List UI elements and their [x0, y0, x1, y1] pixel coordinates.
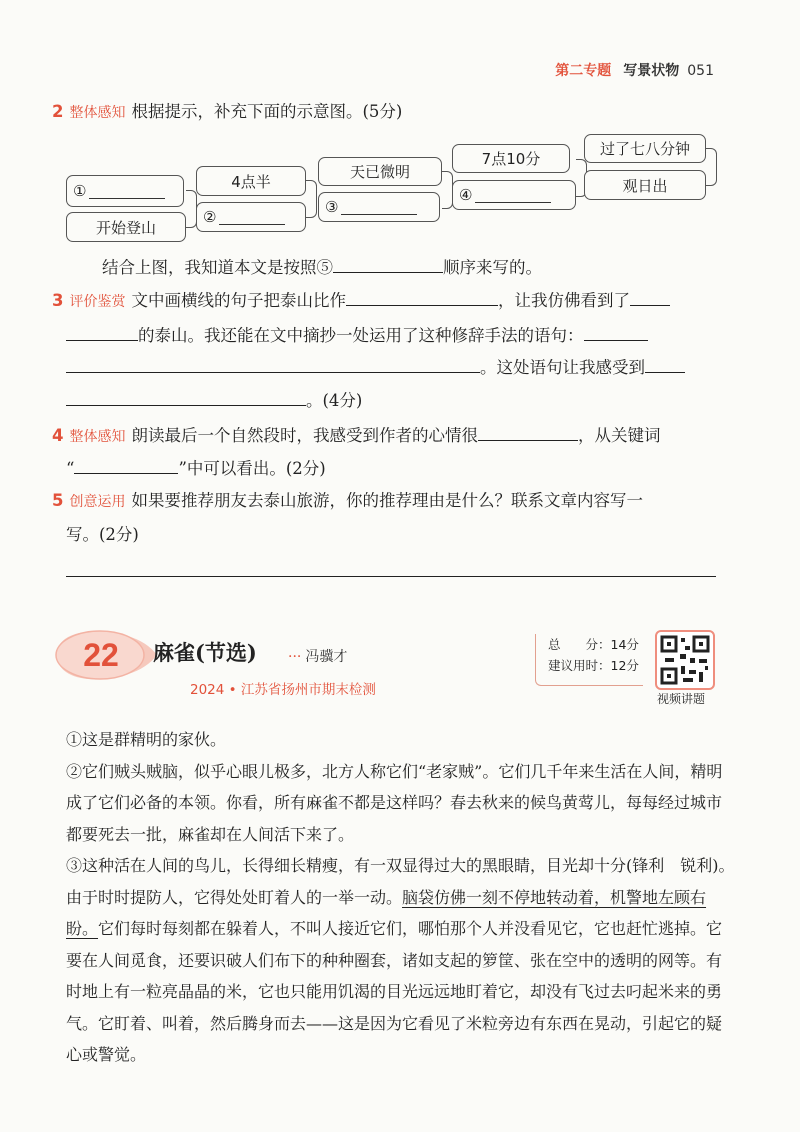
section-label: 第二专题	[555, 63, 612, 79]
answer-blank[interactable]	[341, 200, 417, 215]
lesson-number: 22	[83, 637, 119, 673]
question-4: 4 整体感知 朗读最后一个自然段时，我感受到作者的心情很 ，从关键词	[52, 426, 661, 445]
answer-blank[interactable]	[66, 389, 306, 406]
question-5-line-2: 写。(2分)	[66, 525, 139, 544]
suggested-time: 建议用时：12分	[548, 658, 639, 673]
page-number: 051	[687, 63, 714, 79]
diagram-box-sunrise: 观日出	[584, 170, 706, 200]
question-5: 5 创意运用 如果要推荐朋友去泰山旅游，你的推荐理由是什么？联系文章内容写一	[52, 491, 643, 510]
total-score: 总 分：14分	[548, 637, 639, 652]
diagram-box-time3: 过了七八分钟	[584, 134, 706, 163]
paragraph-1: ①这是群精明的家伙。	[66, 730, 227, 749]
answer-blank[interactable]	[645, 356, 685, 373]
answer-blank[interactable]	[475, 188, 551, 203]
question-4-line-2: “ ”中可以看出。(2分)	[66, 459, 326, 478]
question-2	[52, 101, 402, 124]
diagram-box-dawn: 天已微明	[318, 157, 442, 186]
lesson-number-badge	[43, 628, 159, 683]
paragraph-3: ③这种活在人间的鸟儿，长得细长精瘦，有一双显得过大的黑眼睛，目光却十分(锋利 锐利)。由于时时提防人，它得处处盯着人的一举一动。脑袋仿佛一刻不停地转动着，机警地左顾右盼。它们每时每刻都在躲着人，不叫人接近它们，哪怕那个人并没看见它，它也赶忙逃掉。它要在人间觅食，还要识破人们布下的种种圈套，诸如支起的箩筐、张在空中的透明的网等。有时地上有一粒亮晶晶的米，它也只能用饥渴的目光远远地盯着它，却没有飞过去叼起米来的勇气。它盯着、叫着，然后腾身而去——这是因为它看见了米粒旁边有东西在晃动，引起它的疑心或警觉。	[66, 856, 735, 1064]
diagram-box-3: ③	[318, 192, 440, 222]
lesson-title: 麻雀(节选)	[153, 640, 257, 665]
question-number: 3	[52, 291, 64, 310]
page-header	[555, 60, 714, 80]
answer-blank[interactable]	[66, 356, 480, 373]
lesson-author: ··· 冯骥才	[288, 649, 348, 665]
question-3-line-2: 的泰山。我还能在文中摘抄一处运用了这种修辞手法的语句：	[66, 324, 648, 347]
question-3-line-4: 。(4分)	[66, 389, 362, 412]
topic-label: 写景状物	[623, 63, 680, 79]
qr-code-icon[interactable]	[655, 630, 715, 690]
question-text: 根据提示，补充下面的示意图。(5分)	[131, 102, 403, 121]
answer-line[interactable]	[66, 576, 716, 577]
q2-conclusion: 结合上图，我知道本文是按照⑤ 顺序来写的。	[102, 258, 542, 277]
question-tag: 整体感知	[69, 105, 126, 121]
answer-blank[interactable]	[478, 424, 578, 441]
diagram-box-time2: 7点10分	[452, 144, 570, 173]
passage	[66, 724, 736, 1071]
question-tag: 评价鉴赏	[69, 294, 126, 310]
lesson-source: 2024 • 江苏省扬州市期末检测	[190, 682, 376, 698]
answer-blank[interactable]	[74, 457, 178, 474]
answer-blank[interactable]	[219, 210, 285, 225]
question-tag: 整体感知	[69, 429, 126, 445]
question-number: 5	[52, 491, 64, 510]
diagram-box-1: ①	[66, 175, 184, 207]
question-number: 2	[52, 102, 64, 121]
diagram-box-start: 开始登山	[66, 212, 186, 242]
answer-blank[interactable]	[584, 324, 648, 341]
diagram-box-time1: 4点半	[196, 166, 306, 196]
question-tag: 创意运用	[69, 494, 126, 510]
answer-blank[interactable]	[346, 289, 498, 306]
underlined-sentence: 脑袋仿佛一刻不停地转动着，机警地左顾右盼。	[66, 887, 707, 938]
connector	[306, 180, 317, 218]
question-number: 4	[52, 426, 64, 445]
answer-blank-5[interactable]	[333, 256, 443, 273]
answer-blank[interactable]	[66, 324, 138, 341]
question-3-line-3: 。这处语句让我感受到	[66, 356, 685, 379]
question-3: 3 评价鉴赏 文中画横线的句子把泰山比作 ，让我仿佛看到了	[52, 289, 670, 313]
diagram-box-2: ②	[196, 202, 306, 232]
qr-caption: 视频讲题	[657, 692, 706, 706]
answer-blank[interactable]	[89, 184, 165, 199]
connector	[706, 148, 717, 186]
paragraph-2: ②它们贼头贼脑，似乎心眼儿极多，北方人称它们“老家贼”。它们几千年来生活在人间，精明成了它们必备的本领。你看，所有麻雀不都是这样吗？春去秋来的候鸟黄莺儿，每每经过城市都要死去一批，麻雀却在人间活下来了。	[66, 761, 723, 844]
diagram-box-4: ④	[452, 180, 576, 210]
answer-blank[interactable]	[630, 289, 670, 306]
lesson-info	[535, 634, 643, 686]
